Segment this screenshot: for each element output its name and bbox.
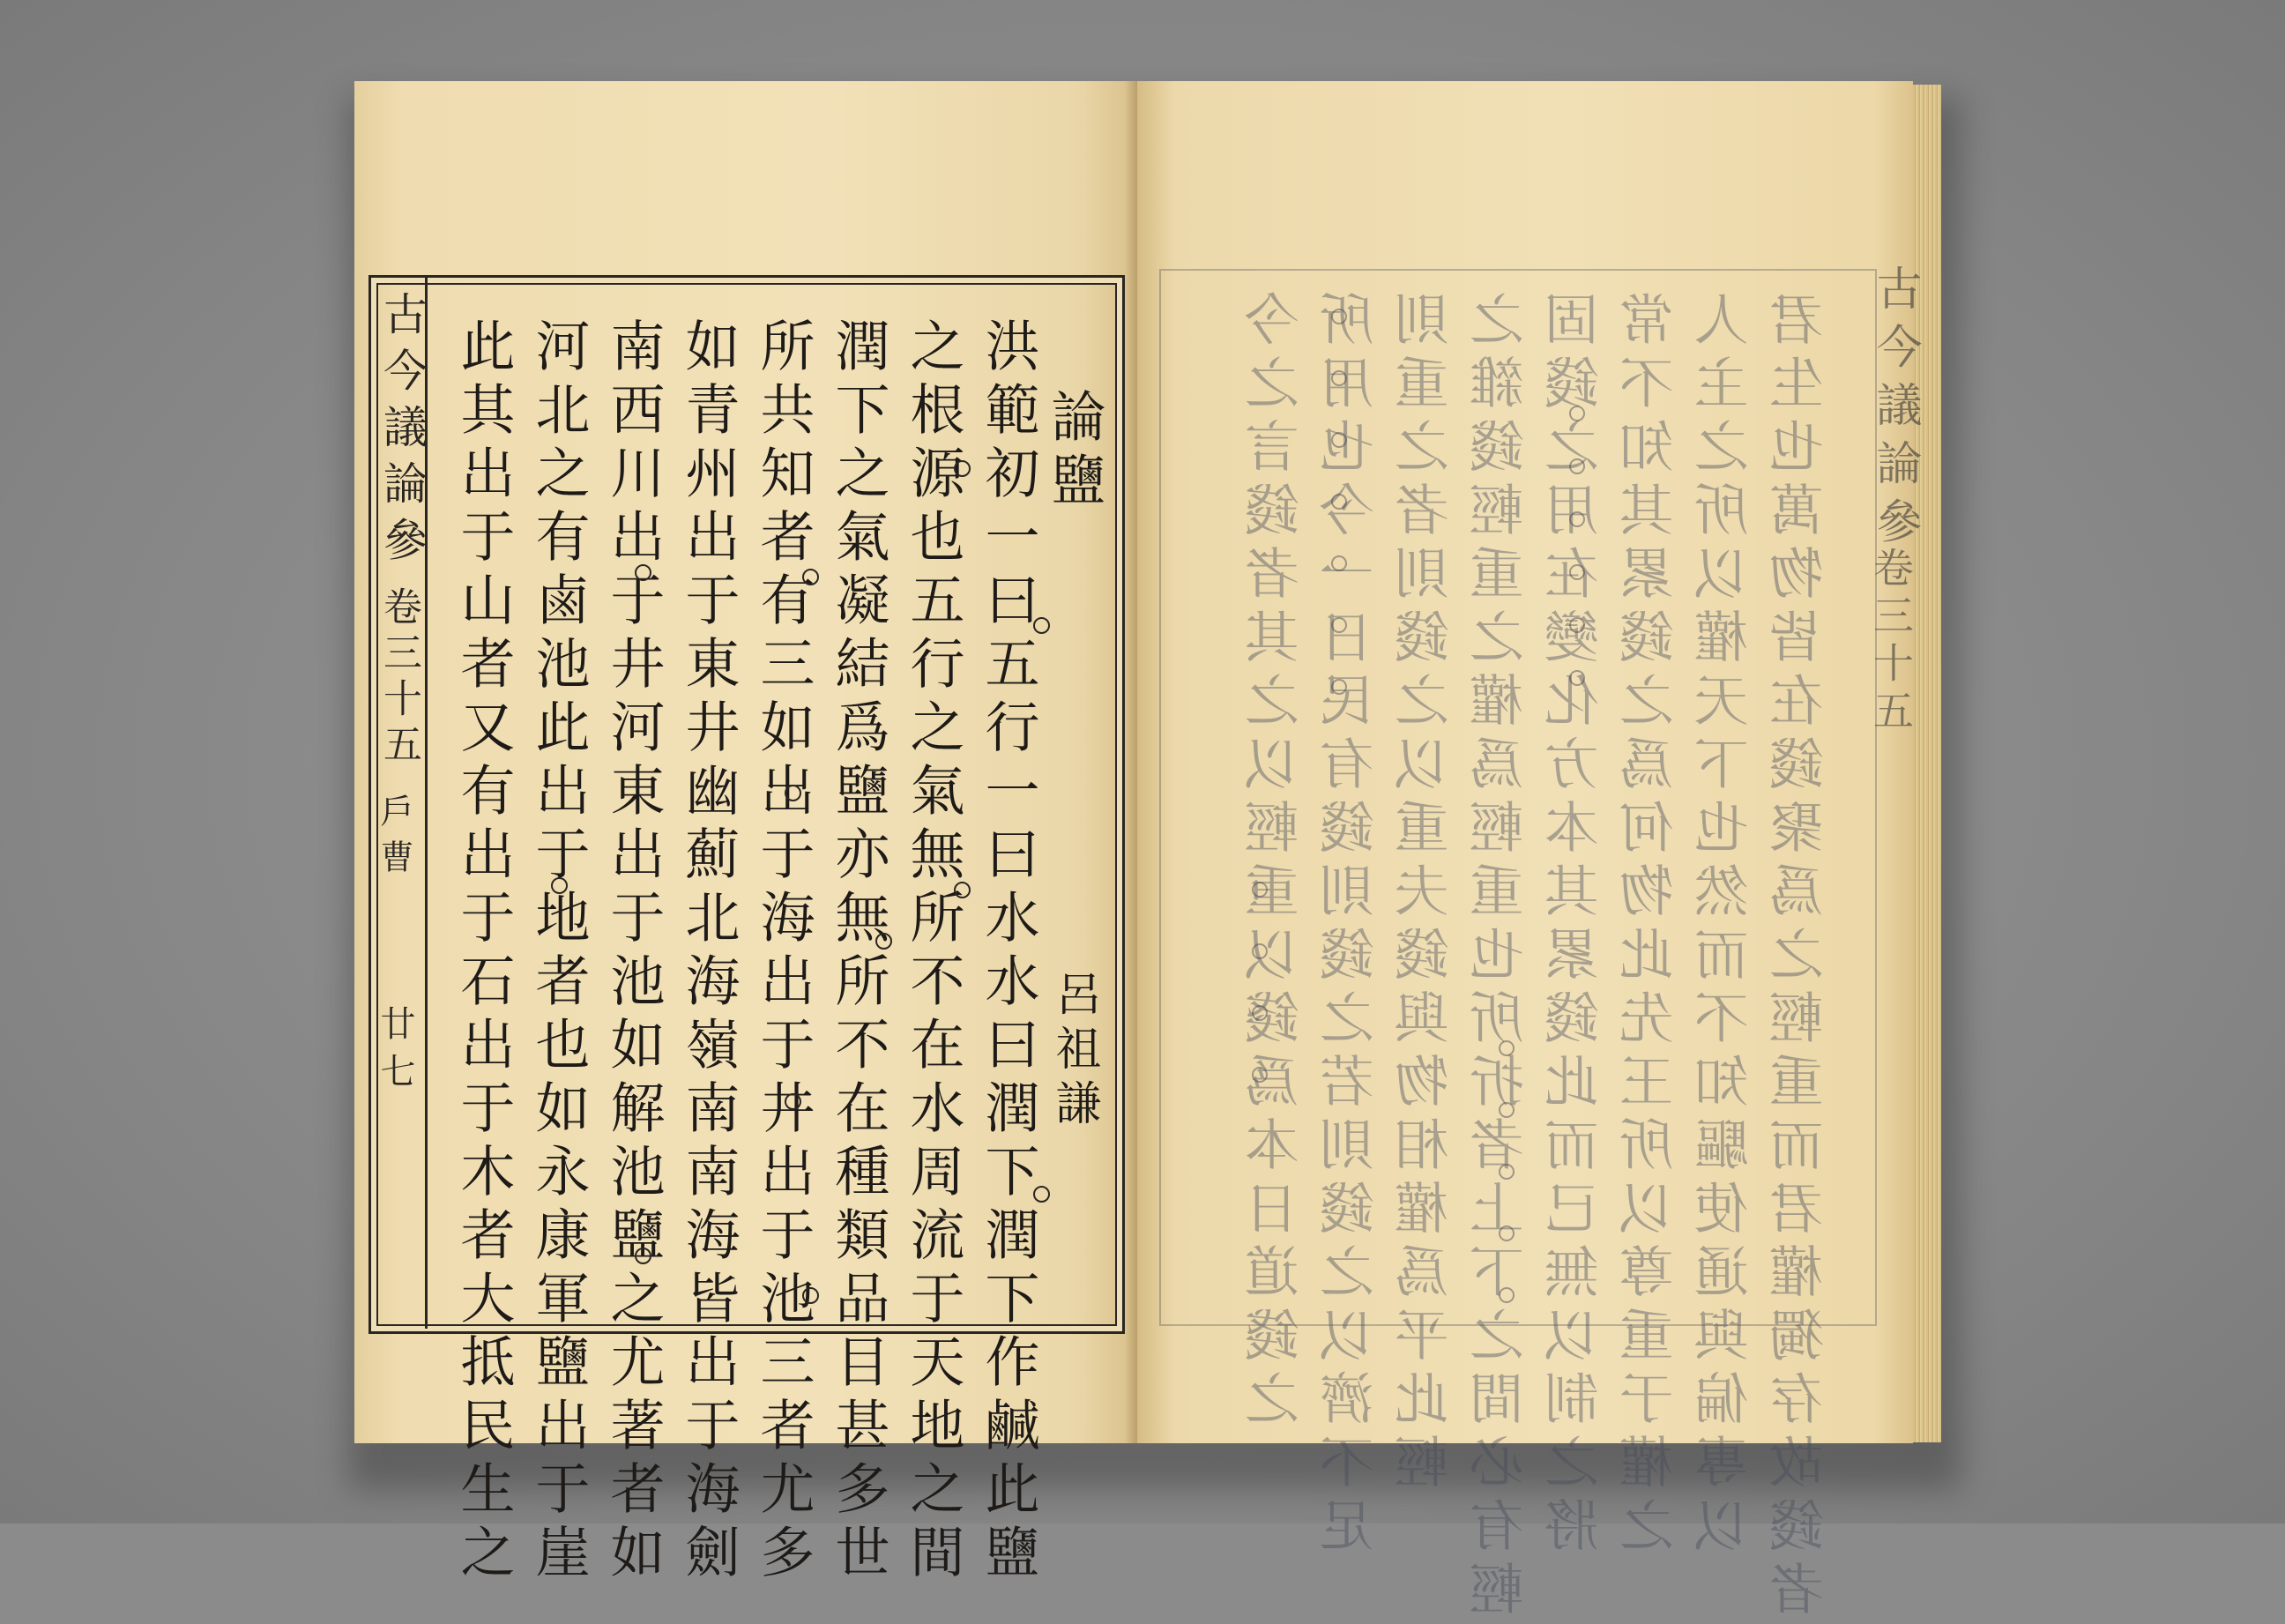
ghost-punctuation: [1569, 406, 1585, 421]
left-margin-title: 古今議論參: [376, 291, 428, 573]
ghost-punctuation: [1569, 564, 1585, 580]
ghost-punctuation: [1569, 458, 1585, 474]
ghost-column-6: 則重之者則錢之以重夫錢與物相權爲平此輕: [1394, 291, 1458, 1497]
ghost-column-7: 所用也今一日民有錢則錢之若則錢之以濟不足: [1319, 291, 1383, 1561]
ghost-punctuation: [1252, 1067, 1268, 1083]
text-column-4: 所共知者有三如出于海出于井出于池三者尤多: [751, 317, 815, 1587]
ghost-punctuation: [1331, 555, 1347, 571]
ghost-punctuation: [1252, 943, 1268, 959]
text-column-3: 潤下之氣凝結爲鹽亦無所不在種類品目甚多世: [826, 317, 890, 1587]
punctuation-mark: [785, 1093, 801, 1110]
ghost-punctuation: [1499, 1287, 1515, 1303]
ghost-punctuation: [1569, 511, 1585, 527]
text-column-5: 如青州出于東井幽薊北海嶺南南海皆出于海劍: [676, 317, 741, 1587]
ghost-punctuation: [1331, 617, 1347, 633]
ghost-column-4: 固錢之用在變化方本其累錢此而已無以制之將: [1544, 291, 1608, 1561]
punctuation-mark: [875, 933, 892, 950]
left-margin-volume: 卷三十五: [376, 586, 421, 770]
punctuation-mark: [954, 882, 971, 898]
left-margin-dept: 戶曹: [375, 793, 413, 885]
punctuation-mark: [954, 460, 971, 477]
text-column-7: 河北之有鹵池此出于地者也如永康軍鹽出于崖: [526, 317, 591, 1587]
ghost-punctuation: [1569, 670, 1585, 686]
right-margin-title: 古今議論參: [1868, 264, 1921, 555]
author-name: 呂祖謙: [1047, 970, 1100, 1134]
punctuation-mark: [785, 785, 801, 801]
ghost-column-1: 君生也萬物皆在錢聚爲之輕重而君權獨存故錢者: [1768, 291, 1833, 1624]
punctuation-mark: [551, 877, 568, 894]
ghost-punctuation: [1331, 432, 1347, 448]
right-margin-volume: 卷三十五: [1867, 547, 1915, 737]
ghost-punctuation: [1252, 1005, 1268, 1021]
ghost-punctuation: [1252, 882, 1268, 898]
ghost-column-5: 之雜錢輕重之權爲輕重也所折者上下之間必有輕: [1469, 291, 1533, 1624]
section-title: 論鹽: [1042, 388, 1106, 515]
ghost-punctuation: [1569, 617, 1585, 633]
ghost-punctuation: [1331, 309, 1347, 324]
text-column-8: 此其出于山者又有出于石出于木者大抵民生之: [451, 317, 516, 1587]
text-column-6: 南西川出于井河東出于池如解池鹽之尤著者如: [601, 317, 666, 1587]
left-margin-folio: 廿七: [375, 1005, 415, 1100]
ghost-punctuation: [1331, 370, 1347, 386]
punctuation-mark: [802, 1287, 819, 1304]
ghost-column-2: 人主之所以權天下也然而不知驅使通與偏專以: [1693, 291, 1758, 1561]
ghost-punctuation: [1331, 679, 1347, 695]
ghost-punctuation: [1499, 1040, 1515, 1056]
ghost-punctuation: [1499, 1164, 1515, 1180]
ghost-column-3: 常不知其累錢之爲何物此先王所以尊重于權之: [1619, 291, 1683, 1561]
punctuation-mark: [635, 564, 651, 581]
punctuation-mark: [802, 569, 819, 585]
ghost-column-8: 今之言錢者其之以輕重以錢爲本日道錢之: [1244, 291, 1308, 1434]
punctuation-mark: [635, 1248, 651, 1264]
ghost-punctuation: [1331, 494, 1347, 510]
punctuation-mark: [1033, 617, 1050, 634]
ghost-punctuation: [1499, 1225, 1515, 1241]
punctuation-mark: [1033, 1186, 1050, 1203]
ghost-punctuation: [1499, 1102, 1515, 1118]
text-column-2: 之根源也五行之氣無所不在水周流于天地之間: [901, 317, 965, 1587]
text-column-1: 洪範初一曰五行一曰水水曰潤下潤下作鹹此鹽: [976, 317, 1040, 1587]
